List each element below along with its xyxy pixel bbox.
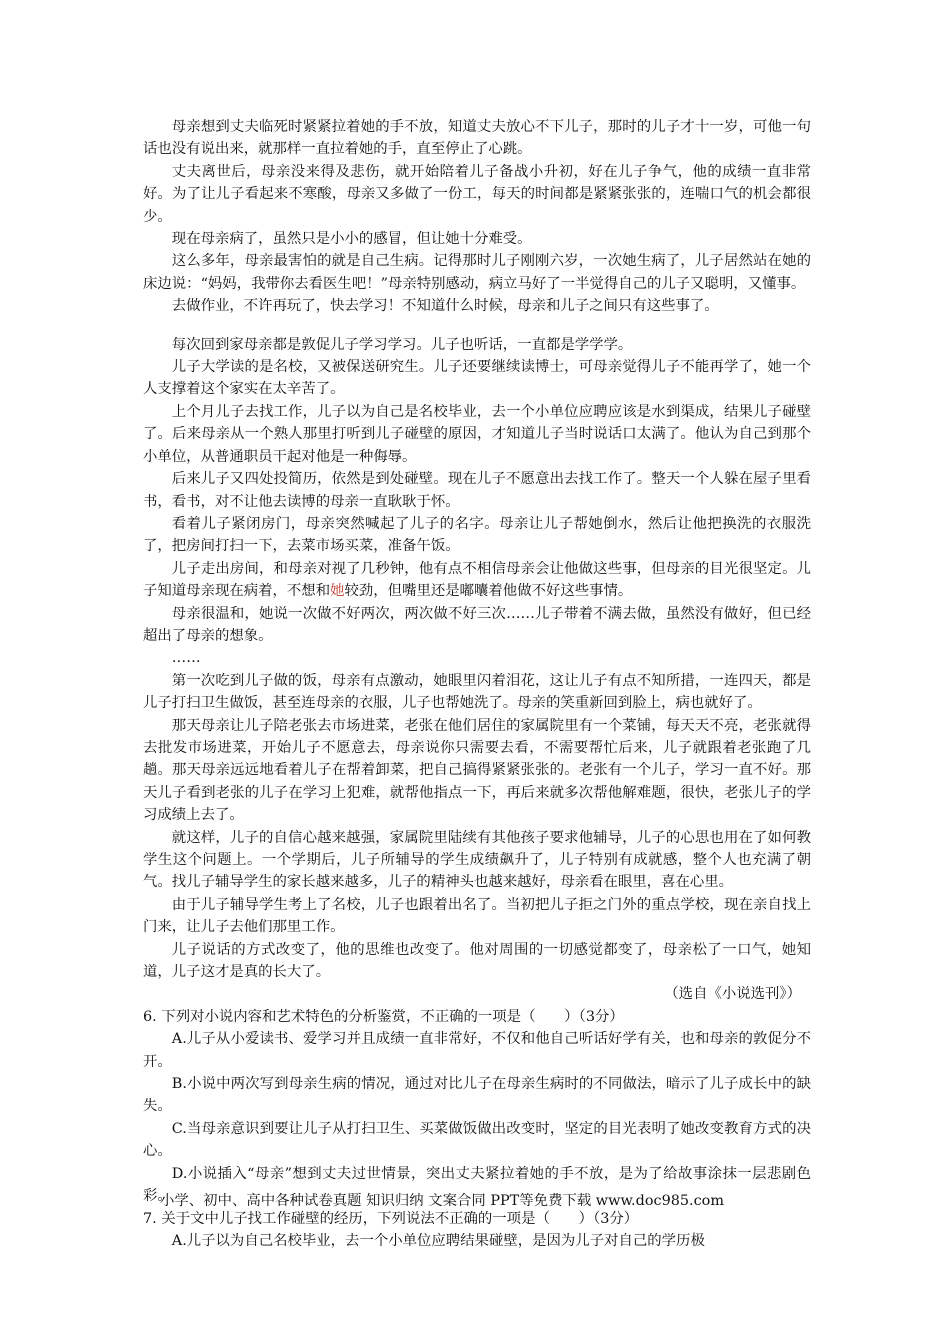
question-6 bbox=[143, 1006, 811, 1208]
question-option-c: C.当母亲意识到要让儿子从打扫卫生、买菜做饭做出改变时，坚定的目光表明了她改变教育方式的决心。 bbox=[143, 1120, 811, 1160]
question-option-a: A.儿子以为自己名校毕业，去一个小单位应聘结果碰壁，是因为儿子对自己的学历极 bbox=[171, 1232, 705, 1249]
page-footer: 小学、初中、高中各种试卷真题 知识归纳 文案合同 PPT等免费下载 www.doc985.com bbox=[160, 1193, 724, 1209]
question-option-d: D.小说插入“母亲”想到丈夫过世情景，突出丈夫紧拉着她的手不放，是为了给故事涂抹一层悲剧色彩。 bbox=[143, 1165, 811, 1205]
story-paragraph: 那天母亲让儿子陪老张去市场进菜，老张在他们居住的家属院里有一个菜铺，每天天不亮，老张就得去批发市场进菜，开始儿子不愿意去，母亲说你只需要去看，不需要帮忙后来，儿子就跟着老张跑了几趟。那天母亲远远地看着儿子在帮着卸菜，把自己搞得紧紧张张的。老张有一个儿子，学习一直不好。那天儿子看到老张的儿子在学习上犯难，就帮他指点一下，再后来就多次帮他解难题，很快，老张儿子的学习成绩上去了。 bbox=[143, 717, 811, 824]
story-paragraph: 就这样，儿子的自信心越来越强，家属院里陆续有其他孩子要求他辅导，儿子的心思也用在了如何教学生这个问题上。一个学期后，儿子所辅导的学生成绩飙升了，儿子特别有成就感，整个人也充满了朝气。找儿子辅导学生的家长越来越多，儿子的精神头也越来越好，母亲看在眼里，喜在心里。 bbox=[143, 829, 811, 891]
story-paragraph: 母亲很温和，她说一次做不好两次，两次做不好三次……儿子带着不满去做，虽然没有做好，但已经超出了母亲的想象。 bbox=[143, 605, 811, 644]
story-paragraph: 第一次吃到儿子做的饭，母亲有点激动，她眼里闪着泪花，这让儿子有点不知所措，一连四天，都是儿子打扫卫生做饭，甚至连母亲的衣服，儿子也帮她洗了。母亲的笑重新回到脸上，病也就好了。 bbox=[143, 672, 811, 712]
story-paragraph: 每次回到家母亲都是敦促儿子学习学习。儿子也听话，一直都是学学学。 bbox=[171, 336, 633, 353]
paragraph-gap bbox=[143, 318, 811, 334]
story-paragraph: 上个月儿子去找工作，儿子以为自己是名校毕业，去一个小单位应聘应该是水到渠成，结果儿子碰壁了。后来母亲从一个熟人那里打听到儿子碰壁的原因，才知道儿子当时说话口太满了。他认为自己到那个小单位，从普通职员干起对他是一种侮辱。 bbox=[143, 403, 811, 465]
story-paragraph: 看着儿子紧闭房门，母亲突然喊起了儿子的名字。母亲让儿子帮她倒水，然后让他把换洗的衣服洗了，把房间打扫一下，去菜市场买菜，准备午饭。 bbox=[143, 515, 811, 555]
story-paragraph: 后来儿子又四处投简历，依然是到处碰壁。现在儿子不愿意出去找工作了。整天一个人躲在屋子里看书，看书，对不让他去读博的母亲一直耿耿于怀。 bbox=[143, 471, 811, 510]
question-7 bbox=[143, 1208, 811, 1253]
highlight-paragraph-after: 较劲，但嘴里还是嘟囔着他做不好这些事情。 bbox=[344, 583, 633, 600]
story-paragraph: 儿子大学读的是名校，又被保送研究生。儿子还要继续读博士，可母亲觉得儿子不能再学了，她一个人支撑着这个家实在太辛苦了。 bbox=[143, 359, 811, 398]
ellipsis-line: …… bbox=[171, 650, 201, 667]
question-stem: 7. 关于文中儿子找工作碰壁的经历，下列说法不正确的一项是（ ）（3分） bbox=[143, 1210, 639, 1227]
story-paragraph: 丈夫离世后，母亲没来得及悲伤，就开始陪着儿子备战小升初，好在儿子争气，他的成绩一直非常好。为了让儿子看起来不寒酸，母亲又多做了一份工，每天的时间都是紧紧张张的，连喘口气的机会都很少。 bbox=[143, 163, 811, 225]
story-section-1 bbox=[143, 116, 811, 318]
story-paragraph: 母亲想到丈夫临死时紧紧拉着她的手不放，知道丈夫放心不下儿子，那时的儿子才十一岁，可他一句话也没有说出来，就那样一直拉着她的手，直至停止了心跳。 bbox=[143, 119, 811, 158]
question-stem: 6. 下列对小说内容和艺术特色的分析鉴赏，不正确的一项是（ ）（3分） bbox=[143, 1008, 624, 1025]
question-option-a: A.儿子从小爱读书、爱学习并且成绩一直非常好，不仅和他自己听话好学有关，也和母亲的敦促分不开。 bbox=[143, 1031, 811, 1070]
source-citation: （选自《小说选刊》） bbox=[664, 986, 801, 1003]
highlight-paragraph-before: 儿子走出房间，和母亲对视了几秒钟，他有点不相信母亲会让他做这些事，但母亲的目光很坚定。儿子知道母亲现在病着，不想和 bbox=[143, 560, 811, 600]
story-paragraph-with-highlight bbox=[143, 558, 811, 603]
story-paragraph: 这么多年，母亲最害怕的就是自己生病。记得那时儿子刚刚六岁，一次她生病了，儿子居然站在她的床边说：“妈妈，我带你去看医生吧！”母亲特别感动，病立马好了一半觉得自己的儿子又聪明，又懂事。 bbox=[143, 253, 811, 292]
story-paragraph: 儿子说话的方式改变了，他的思维也改变了。他对周围的一切感觉都变了，母亲松了一口气，她知道，儿子这才是真的长大了。 bbox=[143, 941, 811, 981]
highlighted-word: 她 bbox=[330, 583, 345, 600]
story-section-2 bbox=[143, 334, 811, 984]
story-paragraph: 现在母亲病了，虽然只是小小的感冒，但让她十分难受。 bbox=[171, 231, 532, 248]
story-paragraph: 由于儿子辅导学生考上了名校，儿子也跟着出名了。当初把儿子拒之门外的重点学校，现在亲自找上门来，让儿子去他们那里工作。 bbox=[143, 896, 811, 936]
question-option-b: B.小说中两次写到母亲生病的情况，通过对比儿子在母亲生病时的不同做法，暗示了儿子成长中的缺失。 bbox=[143, 1076, 811, 1115]
document-body bbox=[143, 116, 811, 1252]
story-paragraph: 去做作业，不许再玩了，快去学习！不知道什么时候，母亲和儿子之间只有这些事了。 bbox=[171, 298, 719, 315]
